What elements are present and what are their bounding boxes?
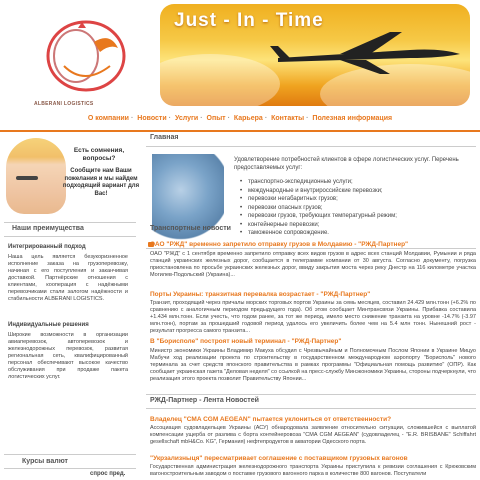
divider — [4, 454, 136, 455]
advantage-title-individual: Индивидуальные решения — [8, 322, 89, 328]
left-sidebar — [0, 134, 140, 480]
header — [0, 0, 480, 112]
divider — [146, 248, 476, 249]
contact-ad[interactable] — [0, 134, 140, 218]
rzd-headline[interactable]: "Укрзализныця" пересматривает соглашение с поставщиком грузовых вагонов — [150, 455, 408, 462]
service-item: • перевозки грузов, требующих температурный режим; — [248, 212, 397, 221]
advantage-text-integrated: Наша цель является безукоризненное исполнение заказа на грузоперевозку, начиная с его поступления и заканчивая доставкой. Партнёрские отношения с клиентами, кооперация с надёжными перевозчиками стали залогом надёжности и стабильности ALBERANI LOGISTICS. — [8, 254, 128, 302]
airplane-icon — [270, 28, 470, 78]
service-item: • международные и внутрироссийские перевозки; — [248, 187, 397, 196]
nav-item-useful-info[interactable]: Полезная информация — [312, 115, 393, 122]
nav-item-news[interactable]: Новости — [137, 115, 167, 122]
nav-item-company[interactable]: О компании — [87, 115, 129, 122]
advantages-title: Наши преимущества — [12, 225, 84, 232]
rzd-headline[interactable]: Владелец "CMA CGM AEGEAN" пытается уклониться от ответственности? — [150, 416, 392, 423]
divider — [146, 394, 476, 395]
news-headline[interactable]: ОАО "РЖД" временно запретило отправку грузов в Молдавию - "РЖД-Партнер" — [150, 241, 409, 248]
banner — [160, 4, 470, 106]
news-body: Министр экономики Украины Владимир Макуха обсудил с Чрезвычайным и Полномочным Послом Японии в Украине Мицуо Мабучи ход реализации проекта по строительству в государственном международном аэропорту "Борисполь" нового терминала за счет средств японского правительства в рамках программы "Официальная помощь развитию" (ОПР). Как сообщает украинская газета "Деловая неделя" со ссылкой на пресс-службу Минэкономики Украины, стороны подчеркнули, что реализация этого проекта позволит Правительству Японии... — [150, 348, 476, 382]
divider — [4, 236, 136, 237]
logo-text: ALBERANI LOGISTICS — [34, 101, 94, 107]
rates-columns: спрос пред. — [90, 471, 126, 477]
service-item: • перевозки негабаритных грузов; — [248, 195, 397, 204]
rzd-body: Ассоциация судовладельцев Украины (АСУ) обнародовала заявление относительно ситуации, сложившейся с выплатой компенсации ущерба от разлива с борта контейнеровоза "CMA CGM AEGEAN" (судовладелец - "E.R. BRISBANE" Schiffahrt gesellschaft mbH&Co. KG", Германия) нефтепродуктов в акватории Одесского порта. — [150, 425, 476, 445]
news-body: ОАО "РЖД" с 1 сентября временно запретило отправку всех видов грузов в адрес всех станций Молдавии, Румынии и ряда станций украинских железных дорог, сообщается в телеграмме компании от 30 августа. Согласно документу, погрузка приостановлена по просьбе украинских железных дорог, ввиду закрытия моста через реку Днестр на 116 километре участка Могилев-Подольский (Украина)... — [150, 251, 476, 278]
page-title: Главная — [150, 134, 179, 141]
divider — [146, 146, 476, 147]
transport-news-title: Транспортные новости — [150, 225, 231, 232]
service-item: • таможенное сопровождение. — [248, 229, 397, 238]
headset-icon — [16, 176, 38, 180]
news-headline[interactable]: В "Борисполе" построят новый терминал - "РЖД-Партнер" — [150, 338, 342, 345]
cloud — [160, 54, 280, 106]
nav-divider — [0, 130, 480, 132]
ad-offer: Сообщите нам Ваши пожелания и мы найдем подходящий вариант для Вас! — [62, 168, 140, 197]
advantage-text-individual: Широкие возможности в организации авиаперевозок, автоперевозок и железнодорожных перевозок, развитая региональная сеть, квалифицированный персонал обеспечивают высокое качество обслуживания при продаже пакета логистических услуг. — [8, 332, 128, 380]
main-nav: О компании · Новости · Услуги · Опыт · Карьера · Контакты · Полезная информация — [87, 115, 393, 122]
nav-item-contacts[interactable]: Контакты — [271, 115, 305, 122]
ad-question: Есть сомнения, вопросы? — [73, 147, 125, 162]
services-list — [238, 178, 397, 238]
alberani-logo[interactable] — [24, 6, 150, 110]
nav-item-career[interactable]: Карьера — [233, 115, 263, 122]
service-item: • транспортно-экспедиционные услуги; — [248, 178, 397, 187]
main-content — [146, 134, 480, 480]
rzd-news-title: РЖД-Партнер - Лента Новостей — [150, 397, 259, 404]
service-item: • перевозки опасных грузов; — [248, 204, 397, 213]
nav-item-experience[interactable]: Опыт — [206, 115, 226, 122]
service-item: • контейнерные перевозки; — [248, 221, 397, 230]
nav-item-services[interactable]: Услуги — [174, 115, 199, 122]
news-headline[interactable]: Порты Украины: транзитная перевалка возрастает - "РЖД-Партнер" — [150, 291, 371, 298]
services-intro: Удовлетворение потребностей клиентов в сфере логистических услуг. Перечень предоставляемых услуг: — [234, 157, 459, 171]
rzd-body: Государственная администрация железнодорожного транспорта Украины приступила к ревизии соглашения с Крюковским вагоностроительным заводом о поставке грузового вагонного парка в количестве 800 вагонов. Поступатели — [150, 464, 476, 477]
banner-title: Just - In - Time — [174, 10, 324, 31]
rates-title: Курсы валют — [22, 458, 68, 465]
divider — [4, 222, 136, 223]
divider — [4, 468, 136, 469]
news-body: Транзит, проходящий через причалы морских торговых портов Украины за семь месяцев, составил 24.429 млн.тонн (+6.2% по сравнению с аналогичным периодом предыдущего года). Об этом сообщает Минтрансвязи Украины. Прибавка составила +1.434 млн.тонн. Если учесть, что годом ранее, за тот же период, имело место снижение транзита на уровне -14.7% (-3.97 млн.тонн), портам за прошедший годовой период удалось его увеличить более чем на 5.4 млн тонн. Нынешний рост - результат прогресса самого транзита... — [150, 300, 476, 334]
divider — [146, 408, 476, 409]
advantage-title-integrated: Интегрированный подход — [8, 244, 86, 250]
